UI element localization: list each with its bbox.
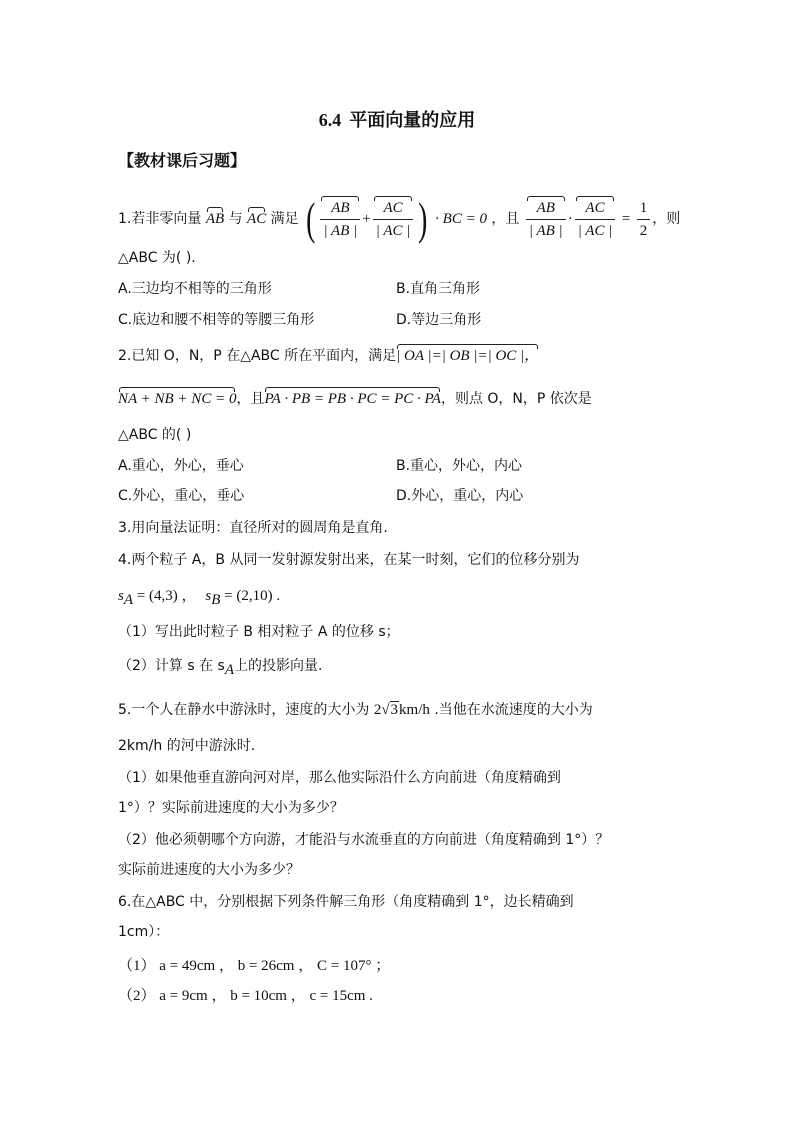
q5-part1-line2: 1°）？实际前进速度的大小为多少？ <box>118 800 344 816</box>
right-paren: ) <box>418 193 428 244</box>
q1-option-b: B.直角三角形 <box>396 281 481 297</box>
q1-mid1: 与 <box>228 211 243 227</box>
q2-line1 <box>118 346 539 366</box>
q4-part1: （1）写出此时粒子 B 相对粒子 A 的位移 s； <box>118 624 400 640</box>
q1-option-d: D.等边三角形 <box>396 312 482 328</box>
section-number: 6.4 <box>318 110 342 130</box>
vector-ac: AC <box>247 211 267 227</box>
q1-prefix: 1.若非零向量 <box>118 211 202 227</box>
q2-line2-text2: ，则点 O，N，P 依次是 <box>440 391 592 407</box>
q2-line2 <box>118 389 592 409</box>
q4-sa-value: = (4,3) ， <box>133 588 197 604</box>
page-title <box>0 106 794 132</box>
title-text: 平面向量的应用 <box>349 110 476 131</box>
fraction-ac-unit: $\frac{AC}{| AC |}$ <box>373 198 414 241</box>
q6-line2: 1cm）： <box>118 924 170 940</box>
q5-line1: 5.一个人在静水中游泳时，速度的大小为 2√3km/h .当他在水流速度的大小为 <box>118 702 593 718</box>
q2-option-c: C.外心，重心，垂心 <box>118 488 245 504</box>
q5-line2: 2km/h 的河中游泳时. <box>118 738 256 754</box>
q1-mid3: ，且 <box>491 211 520 227</box>
q4-sb-value: = (2,10) . <box>220 588 281 604</box>
q6-line1: 6.在△ABC 中，分别根据下列条件解三角形（角度精确到 1°，边长精确到 <box>118 894 574 910</box>
q4-part2: （2）计算 s 在 $s_A$上的投影向量. <box>118 658 323 678</box>
fraction-ab-unit-2: $\frac{AB}{| AB |}$ <box>526 198 566 241</box>
q5-part2-line2: 实际前进速度的大小为多少？ <box>118 862 300 878</box>
q2-option-a: A.重心，外心，垂心 <box>118 458 244 474</box>
q2-line2-text1: ，且 <box>236 391 265 407</box>
q1-tail: ，则 <box>652 211 681 227</box>
plus-sign: + <box>362 211 371 227</box>
q4-line1: 4.两个粒子 A，B 从同一发射源发射出来，在某一时刻，它们的位移分别为 <box>118 552 580 568</box>
q5-part2-line1: （2）他必须朝哪个方向游，才能沿与水流垂直的方向前进（角度精确到 1°）？ <box>118 832 610 848</box>
q2-line3: △ABC 的( ) <box>118 427 192 443</box>
q5-part1-line1: （1）如果他垂直游向河对岸，那么他实际沿什么方向前进（角度精确到 <box>118 770 561 786</box>
fraction-ab-unit: $\frac{AB}{| AB |}$ <box>320 198 360 241</box>
q5-speed: 2√3km/h <box>373 702 430 718</box>
vector-ab: AB <box>205 211 225 227</box>
fraction-ac-unit-2: $\frac{AC}{| AC |}$ <box>575 198 616 241</box>
fraction-one-half: $\frac{1}{2}$ <box>637 198 651 241</box>
q6-part1: （1） a = 49cm ， b = 26cm ， C = 107° ； <box>118 958 391 974</box>
q6-part2: （2） a = 9cm ， b = 10cm ， c = 15cm . <box>118 988 373 1004</box>
q2-option-b: B.重心，外心，内心 <box>396 458 523 474</box>
q2-line1-text: 2.已知 O，N，P 在△ABC 所在平面内，满足 <box>118 348 397 364</box>
q1-option-a: A.三边均不相等的三角形 <box>118 281 272 297</box>
q2-vector-sum: NA + NB + NC = 0 <box>118 391 237 407</box>
q1-line2: △ABC 为( ). <box>118 250 196 266</box>
dot-sign: · <box>567 211 573 227</box>
q1-option-c: C.底边和腰不相等的等腰三角形 <box>118 312 315 328</box>
q2-dot-products: PA · PB = PB · PC = PC · PA <box>264 391 441 407</box>
q4-displacements: $s_A = (4,3)$ ， $s_B = (2,10)$ . <box>118 588 281 608</box>
q1-line1 <box>118 193 681 244</box>
left-paren: ( <box>306 193 316 244</box>
section-heading: 【教材课后习题】 <box>118 151 247 170</box>
q1-mid2: 满足 <box>270 211 299 227</box>
equals-sign: = <box>621 211 631 227</box>
q2-equal-magnitudes: | OA |=| OB |=| OC |， <box>396 348 540 364</box>
q3-text: 3.用向量法证明：直径所对的圆周角是直角. <box>118 520 388 536</box>
q2-option-d: D.外心，重心，内心 <box>396 488 524 504</box>
dot-bc-zero: · BC = 0 <box>435 211 487 227</box>
